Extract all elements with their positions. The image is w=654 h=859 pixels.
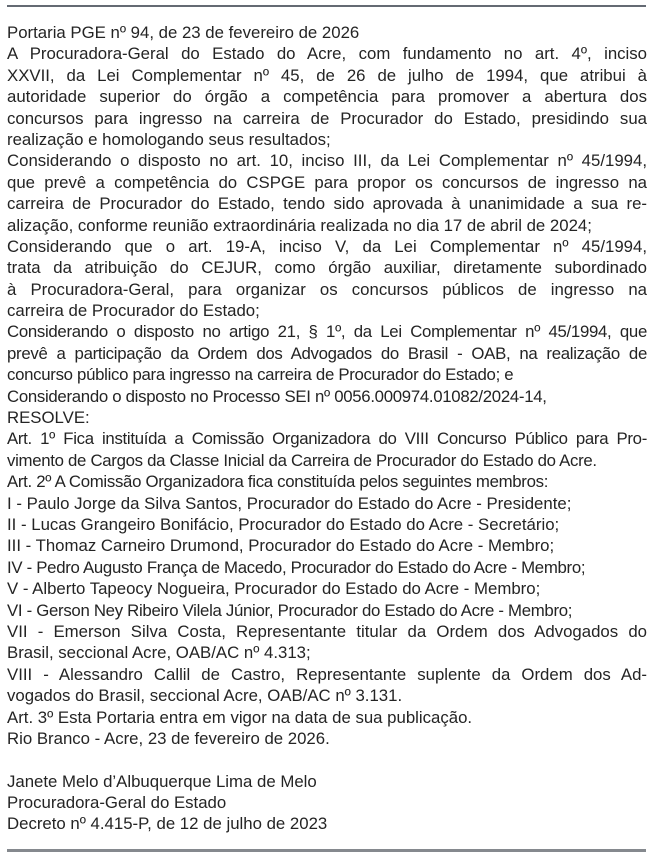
document-line: Art. 1º Fica instituída a Comissão Organizadora do VIII Concurso Público para Pro-	[7, 429, 647, 449]
document-line: que prevê a competência do CSPGE para propor os concursos de ingresso na	[7, 172, 647, 192]
document-line: III - Thomaz Carneiro Drumond, Procurador do Estado do Acre - Membro;	[7, 536, 555, 556]
document-line: IV - Pedro Augusto França de Macedo, Procurador do Estado do Acre - Membro;	[7, 557, 586, 577]
document-line: VIII - Alessandro Callil de Castro, Representante suplente da Ordem dos Ad-	[7, 664, 647, 684]
document-line: Art. 3º Esta Portaria entra em vigor na data de sua publicação.	[7, 707, 473, 727]
document-line: RESOLVE:	[7, 408, 90, 428]
document-line: Procuradora-Geral do Estado	[7, 793, 227, 813]
document-line: Decreto nº 4.415-P, de 12 de julho de 2023	[7, 814, 328, 834]
document-line: carreira de Procurador do Estado;	[7, 301, 260, 321]
document-line: vogados do Brasil, seccional Acre, OAB/AC nº 3.131.	[7, 686, 403, 706]
document-line: Considerando o disposto no artigo 21, § 1º, da Lei Complementar nº 45/1994, que	[7, 322, 647, 342]
document-line: Rio Branco - Acre, 23 de fevereiro de 2026.	[7, 728, 330, 748]
document-line: concurso público para ingresso na carreira de Procurador do Estado; e	[7, 365, 514, 385]
document-line: Considerando que o art. 19-A, inciso V, da Lei Complementar nº 45/1994,	[7, 236, 647, 256]
document-line: trata da atribuição do CEJUR, como órgão auxiliar, diretamente subordinado	[7, 258, 647, 278]
document-line: Janete Melo d’Albuquerque Lima de Melo	[7, 771, 317, 791]
top-rule	[7, 5, 646, 7]
document-line: VI - Gerson Ney Ribeiro Vilela Júnior, Procurador do Estado do Acre - Membro;	[7, 600, 573, 620]
document-line: Considerando o disposto no Processo SEI nº 0056.000974.01082/2024-14,	[7, 386, 547, 406]
document-line: prevê a participação da Ordem dos Advogados do Brasil - OAB, na realização de	[7, 343, 647, 363]
document-line: XXVII, da Lei Complementar nº 45, de 26 de julho de 1994, que atribui à	[7, 65, 647, 85]
document-line: II - Lucas Grangeiro Bonifácio, Procurador do Estado do Acre - Secretário;	[7, 514, 560, 534]
document-line: vimento de Cargos da Classe Inicial da Carreira de Procurador do Estado do Acre.	[7, 450, 597, 470]
document-line: V - Alberto Tapeocy Nogueira, Procurador do Estado do Acre - Membro;	[7, 579, 541, 599]
document-line: VII - Emerson Silva Costa, Representante titular da Ordem dos Advogados do	[7, 621, 647, 641]
document-line: autoridade superior do órgão a competência para promover a abertura dos	[7, 87, 647, 107]
document-line: Considerando o disposto no art. 10, inciso III, da Lei Complementar nº 45/1994,	[7, 151, 647, 171]
document-line: realização e homologando seus resultados;	[7, 129, 331, 149]
document-line: concursos para ingresso na carreira de Procurador do Estado, presidindo sua	[7, 108, 647, 128]
document-line: à Procuradora-Geral, para organizar os concursos públicos de ingresso na	[7, 279, 647, 299]
document-line: alização, conforme reunião extraordinária realizada no dia 17 de abril de 2024;	[7, 215, 592, 235]
document-line: Brasil, seccional Acre, OAB/AC nº 4.313;	[7, 643, 311, 663]
document-line: A Procuradora-Geral do Estado do Acre, com fundamento no art. 4º, inciso	[7, 44, 647, 64]
document-body	[7, 22, 647, 835]
document-line: carreira de Procurador do Estado, tendo sido aprovada à unanimidade a sua re-	[7, 194, 647, 214]
document-line: Portaria PGE nº 94, de 23 de fevereiro de 2026	[7, 23, 360, 42]
bottom-rule	[7, 849, 646, 852]
document-line: I - Paulo Jorge da Silva Santos, Procurador do Estado do Acre - Presidente;	[7, 493, 572, 513]
blank-line	[7, 749, 647, 770]
document-line: Art. 2º A Comissão Organizadora fica constituída pelos seguintes membros:	[7, 472, 549, 492]
